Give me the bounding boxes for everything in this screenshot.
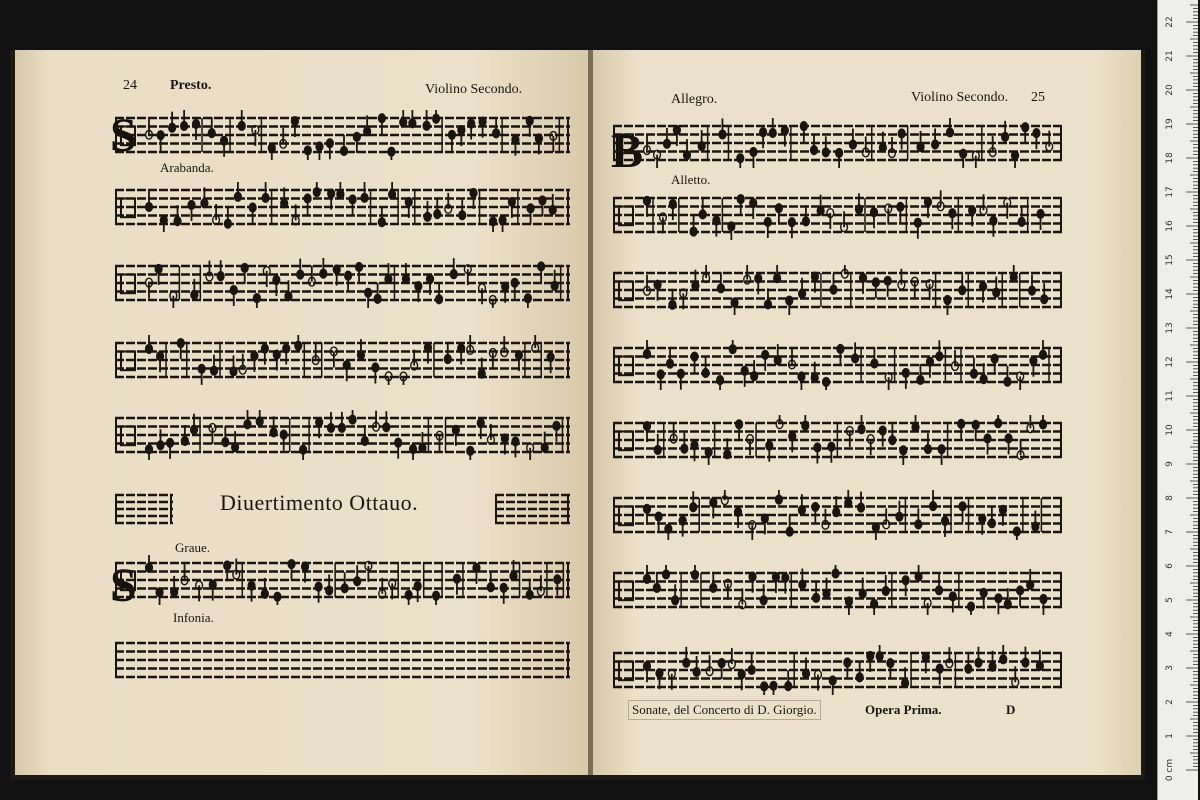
ruler-label: 4 — [1165, 631, 1175, 637]
left-page — [15, 50, 590, 775]
music-staff — [115, 410, 570, 460]
measurement-ruler — [1157, 0, 1198, 800]
ruler-scale — [1158, 0, 1198, 800]
music-staff — [613, 118, 1063, 168]
ruler-label: 19 — [1165, 118, 1175, 130]
label-alletto: Alletto. — [671, 172, 711, 187]
ruler-label: 17 — [1165, 186, 1175, 198]
ruler-label: 6 — [1165, 563, 1175, 569]
ruler-label: 22 — [1165, 16, 1175, 28]
decorative-staff-fragment — [495, 487, 570, 531]
open-book — [10, 50, 1145, 780]
right-page — [593, 50, 1141, 775]
tempo-presto: Presto. — [170, 78, 212, 93]
ruler-label: 14 — [1165, 288, 1175, 300]
part-name-left: Violino Secondo. — [425, 82, 523, 97]
ruler-label: 20 — [1165, 84, 1175, 96]
initial-capital-b: B — [611, 125, 644, 178]
ruler-label: 9 — [1165, 461, 1175, 467]
music-staff — [613, 490, 1063, 540]
ruler-label: 10 — [1165, 424, 1175, 436]
ruler-label: 7 — [1165, 529, 1175, 535]
music-staff — [115, 258, 570, 308]
section-title: Diuertimento Ottauo. — [220, 490, 419, 515]
signature-mark: D — [1006, 702, 1016, 717]
initial-capital-s: S — [110, 109, 137, 162]
label-infonia: Infonia. — [173, 610, 214, 625]
music-staff — [115, 110, 570, 160]
music-staff — [115, 555, 570, 605]
music-staff — [613, 565, 1063, 615]
music-staff — [613, 645, 1063, 695]
ruler-label: 8 — [1165, 495, 1175, 501]
label-graue: Graue. — [175, 540, 211, 555]
footer-opera: Opera Prima. — [865, 702, 942, 717]
music-staff — [613, 190, 1063, 240]
page-number-right: 25 — [1031, 90, 1045, 105]
music-staff — [115, 335, 570, 385]
music-staff — [613, 340, 1063, 390]
ruler-label: 3 — [1165, 665, 1175, 671]
empty-staff — [115, 635, 570, 685]
music-staff — [115, 182, 570, 232]
label-arabanda: Arabanda. — [160, 160, 214, 175]
ruler-label: 1 — [1165, 733, 1175, 739]
ruler-label: 0 cm — [1165, 758, 1175, 782]
initial-capital-s-2: S — [110, 559, 137, 612]
music-staff — [613, 265, 1063, 315]
decorative-staff-fragment — [115, 487, 173, 531]
ruler-label: 18 — [1165, 152, 1175, 164]
page-number-left: 24 — [123, 78, 137, 93]
ruler-label: 5 — [1165, 597, 1175, 603]
ruler-label: 12 — [1165, 356, 1175, 368]
ruler-label: 21 — [1165, 50, 1175, 62]
part-name-right: Violino Secondo. — [911, 90, 1009, 105]
ruler-label: 15 — [1165, 254, 1175, 266]
music-staff — [613, 415, 1063, 465]
ruler-label: 16 — [1165, 220, 1175, 232]
ruler-label: 2 — [1165, 699, 1175, 705]
ruler-label: 13 — [1165, 322, 1175, 334]
ruler-label: 11 — [1165, 390, 1175, 402]
tempo-allegro: Allegro. — [671, 92, 718, 107]
footer-title: Sonate, del Concerto di D. Giorgio. — [628, 700, 821, 720]
